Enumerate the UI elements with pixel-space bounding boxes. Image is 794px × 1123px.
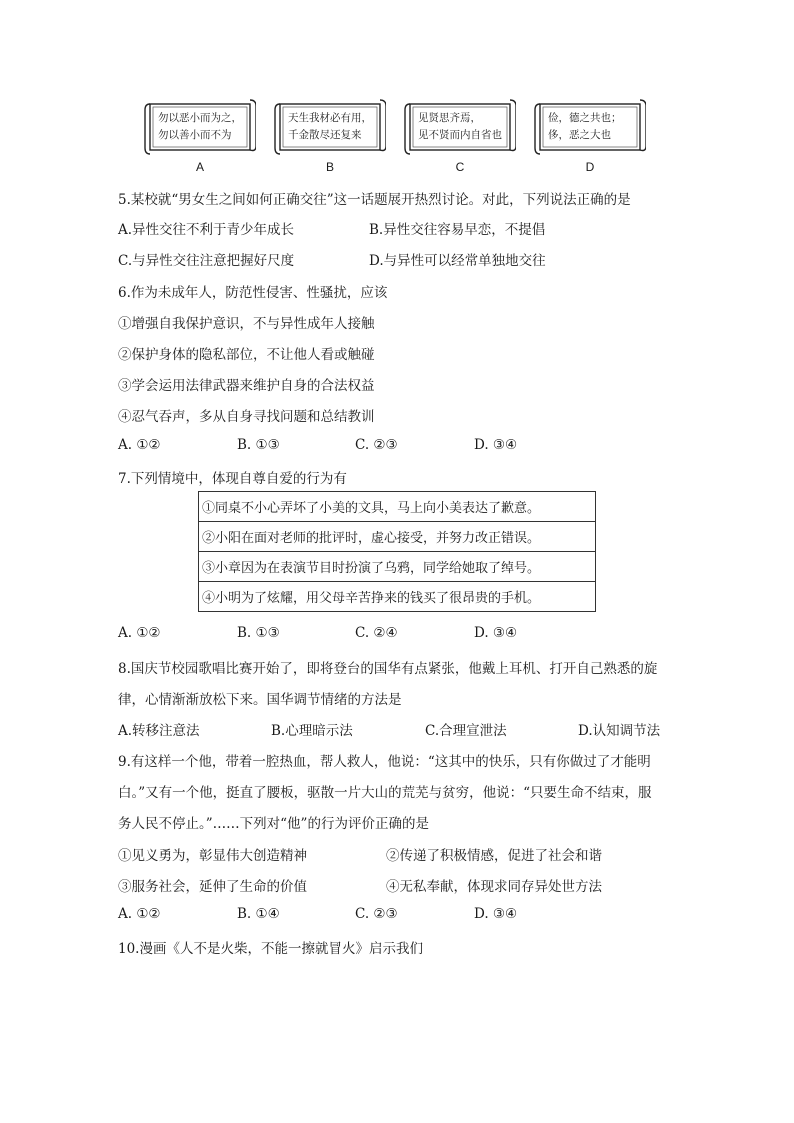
q6-option-a: A. ①② bbox=[118, 437, 161, 453]
q9-stem-line-1: 9.有这样一个他，带着一腔热血，帮人救人，他说：“这其中的快乐，只有你做过了才能明 bbox=[118, 754, 651, 770]
q9-stem-line-3: 务人民不停止。”……下列对“他”的行为评价正确的是 bbox=[118, 816, 429, 832]
q8-option-d: D.认知调节法 bbox=[578, 723, 661, 739]
q8-stem-line-2: 律，心情渐渐放松下来。国华调节情绪的方法是 bbox=[118, 692, 402, 708]
table-cell: ①同桌不小心弄坏了小美的文具，马上向小美表达了歉意。 bbox=[199, 492, 596, 522]
scroll-image-a bbox=[144, 98, 256, 174]
scroll-image-c bbox=[404, 98, 516, 174]
q6-item-4: ④忍气吞声，多从自身寻找问题和总结教训 bbox=[118, 409, 375, 425]
q8-option-c: C.合理宣泄法 bbox=[425, 723, 507, 739]
scroll-label: D bbox=[585, 160, 595, 174]
q5-option-a: A.异性交往不利于青少年成长 bbox=[118, 222, 295, 238]
q9-option-b: B. ①④ bbox=[237, 906, 280, 922]
q9-item-2: ②传递了积极情感，促进了社会和谐 bbox=[386, 848, 602, 864]
q8-option-a: A.转移注意法 bbox=[118, 723, 200, 739]
q7-option-c: C. ②④ bbox=[355, 625, 398, 641]
q6-option-d: D. ③④ bbox=[474, 437, 518, 453]
q5-option-c: C.与异性交往注意把握好尺度 bbox=[118, 253, 295, 269]
table-row bbox=[199, 522, 596, 552]
q5-option-b: B.异性交往容易早恋，不提倡 bbox=[369, 222, 546, 238]
q5-stem: 5.某校就“男女生之间如何正确交往”这一话题展开热烈讨论。对此，下列说法正确的是 bbox=[118, 192, 631, 208]
table-cell: ④小明为了炫耀，用父母辛苦挣来的钱买了很昂贵的手机。 bbox=[199, 582, 596, 612]
q6-item-3: ③学会运用法律武器来维护自身的合法权益 bbox=[118, 378, 375, 394]
q9-item-4: ④无私奉献，体现求同存异处世方法 bbox=[386, 879, 602, 895]
scroll-image-b bbox=[274, 98, 386, 174]
q7-option-b: B. ①③ bbox=[237, 625, 280, 641]
q7-option-a: A. ①② bbox=[118, 625, 161, 641]
scroll-label: A bbox=[195, 160, 204, 174]
q4-image-row bbox=[138, 98, 658, 178]
q9-option-d: D. ③④ bbox=[474, 906, 518, 922]
q7-stem: 7.下列情境中，体现自尊自爱的行为有 bbox=[118, 471, 347, 487]
table-cell: ③小章因为在表演节目时扮演了乌鸦，同学给她取了绰号。 bbox=[199, 552, 596, 582]
q6-item-2: ②保护身体的隐私部位，不让他人看或触碰 bbox=[118, 347, 375, 363]
q9-option-a: A. ①② bbox=[118, 906, 161, 922]
q6-option-c: C. ②③ bbox=[355, 437, 398, 453]
q9-stem-line-2: 白。”又有一个他，挺直了腰板，驱散一片大山的荒芜与贫穷，他说：“只要生命不结束，服 bbox=[118, 785, 652, 801]
q6-item-1: ①增强自我保护意识，不与异性成年人接触 bbox=[118, 316, 375, 332]
q7-option-d: D. ③④ bbox=[474, 625, 518, 641]
scroll-text: 俭，德之共也； 侈，恶之大也 bbox=[548, 112, 622, 141]
scroll-text: 勿以恶小而为之， 勿以善小而不为 bbox=[158, 112, 242, 141]
q5-option-d: D.与异性可以经常单独地交往 bbox=[369, 253, 546, 269]
q8-stem-line-1: 8.国庆节校园歌唱比赛开始了，即将登台的国华有点紧张，他戴上耳机、打开自己熟悉的旋 bbox=[118, 661, 658, 677]
q6-option-b: B. ①③ bbox=[237, 437, 280, 453]
scroll-label: C bbox=[455, 160, 465, 174]
q10-stem: 10.漫画《人不是火柴，不能一擦就冒火》启示我们 bbox=[118, 941, 423, 957]
q8-option-b: B.心理暗示法 bbox=[271, 723, 353, 739]
q9-item-3: ③服务社会，延伸了生命的价值 bbox=[118, 879, 307, 895]
q9-option-c: C. ②③ bbox=[355, 906, 398, 922]
scroll-text: 见贤思齐焉， 见不贤而内自省也 bbox=[418, 112, 502, 141]
scroll-label: B bbox=[325, 160, 334, 174]
table-row bbox=[199, 492, 596, 522]
q6-stem: 6.作为未成年人，防范性侵害、性骚扰，应该 bbox=[118, 285, 388, 301]
table-row bbox=[199, 552, 596, 582]
q9-item-1: ①见义勇为，彰显伟大创造精神 bbox=[118, 848, 307, 864]
table-cell: ②小阳在面对老师的批评时，虚心接受，并努力改正错误。 bbox=[199, 522, 596, 552]
q7-situation-table bbox=[198, 491, 596, 612]
table-row bbox=[199, 582, 596, 612]
scroll-text: 天生我材必有用， 千金散尽还复来 bbox=[288, 112, 372, 141]
scroll-image-d bbox=[534, 98, 646, 174]
